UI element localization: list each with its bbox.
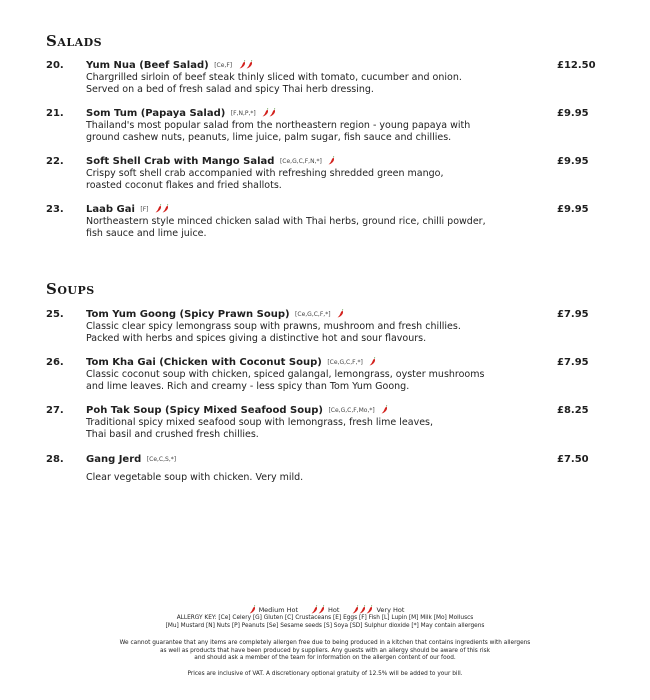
item-description — [86, 417, 546, 441]
item-price: £9.95 — [557, 108, 589, 119]
item-body — [86, 108, 546, 144]
description-line: Served on a bed of fresh salad and spicy Thai herb dressing. — [86, 84, 374, 95]
item-price: £12.50 — [557, 60, 596, 71]
item-number: 28. — [46, 454, 64, 465]
item-number: 21. — [46, 108, 64, 119]
item-name: Laab Gai — [86, 204, 135, 215]
chilli-rating — [337, 309, 344, 318]
item-name: Poh Tak Soup (Spicy Mixed Seafood Soup) — [86, 405, 323, 416]
item-price: £7.95 — [557, 309, 589, 320]
chilli-icon — [381, 405, 388, 414]
description-line: Packed with herbs and spices giving a distinctive hot and sour flavours. — [86, 333, 427, 344]
chilli-icon — [359, 605, 366, 614]
chilli-rating — [249, 605, 256, 614]
item-body — [86, 405, 546, 441]
item-allergens: [Ce,G,C,F,*] — [327, 359, 363, 366]
item-heading — [86, 454, 546, 466]
chilli-icon — [328, 156, 335, 165]
chilli-rating — [262, 108, 276, 117]
chilli-rating — [352, 605, 373, 614]
description-line: ground cashew nuts, peanuts, lime juice, palm sugar, fish sauce and chillies. — [86, 132, 452, 143]
salads-title: Salads — [46, 32, 103, 50]
chilli-icon — [369, 357, 376, 366]
item-heading — [86, 405, 546, 417]
vat-notice: Prices are inclusive of VAT. A discretionary optional gratuity of 12.5% will be added to your bill. — [187, 671, 463, 677]
item-allergens: [Ce,G,C,F,Mo,*] — [328, 407, 375, 414]
item-body — [86, 204, 546, 240]
item-allergens: [Ce,G,C,F,N,*] — [279, 158, 322, 165]
item-allergens: [Ce,C,S,*] — [146, 456, 177, 463]
item-description — [86, 72, 546, 96]
item-number: 20. — [46, 60, 64, 71]
item-number: 25. — [46, 309, 64, 320]
legend-very-hot — [349, 605, 404, 614]
item-name: Soft Shell Crab with Mango Salad — [86, 156, 275, 167]
description-line: Chargrilled sirloin of beef steak thinly sliced with tomato, cucumber and onion. — [86, 72, 462, 83]
description-line: Traditional spicy mixed seafood soup with lemongrass, fresh lime leaves, — [86, 417, 434, 428]
allergy-key-line: ALLERGY KEY: [Ce] Celery [G] Gluten [C] Crustaceans [E] Eggs [F] Fish [L] Lupin [M] Milk [Mo] Molluscs — [176, 615, 474, 621]
chilli-rating — [311, 605, 325, 614]
item-heading — [86, 309, 546, 321]
legend-medium — [246, 605, 298, 614]
item-price: £9.95 — [557, 156, 589, 167]
disclaimer-line: and should ask a member of the team for information on the allergen content of our food. — [194, 655, 456, 661]
item-allergens: [Ce,F] — [214, 62, 233, 69]
item-allergens: [F,N,P,*] — [230, 110, 256, 117]
item-price: £9.95 — [557, 204, 589, 215]
chilli-rating — [328, 156, 335, 165]
chilli-icon — [352, 605, 359, 614]
item-price: £8.25 — [557, 405, 589, 416]
disclaimer-line: as well as products that have been produced by suppliers. Any guests with an allergy should be aware of this risk — [159, 647, 490, 654]
allergy-key-line: [Mu] Mustard [N] Nuts [P] Peanuts [Se] Sesame seeds [S] Soya [SD] Sulphur dioxide [*] May contain allergens — [165, 622, 485, 629]
chilli-rating — [155, 204, 169, 213]
description-line: roasted coconut flakes and fried shallots. — [86, 180, 282, 191]
chilli-icon — [311, 605, 318, 614]
chilli-rating — [369, 357, 376, 366]
description-line: Clear vegetable soup with chicken. Very mild. — [86, 472, 304, 483]
chilli-icon — [337, 309, 344, 318]
description-line: fish sauce and lime juice. — [86, 228, 207, 239]
item-description — [86, 120, 546, 144]
description-line: Thailand's most popular salad from the northeastern region - young papaya with — [86, 120, 471, 131]
item-name: Gang Jerd — [86, 454, 142, 465]
legend-label: Hot — [328, 605, 340, 614]
item-price: £7.50 — [557, 454, 589, 465]
item-body — [86, 357, 546, 393]
description-line: Classic coconut soup with chicken, spiced galangal, lemongrass, oyster mushrooms — [86, 369, 485, 380]
item-description — [86, 216, 546, 240]
item-heading — [86, 108, 546, 120]
item-description — [86, 321, 546, 345]
item-number: 27. — [46, 405, 64, 416]
chilli-icon — [366, 605, 373, 614]
chilli-icon — [239, 60, 246, 69]
legend-label: Very Hot — [376, 605, 405, 614]
item-allergens: [F] — [140, 206, 149, 213]
item-number: 22. — [46, 156, 64, 167]
item-body — [86, 454, 546, 484]
allergen-disclaimer — [0, 640, 650, 663]
item-number: 23. — [46, 204, 64, 215]
description-line: and lime leaves. Rich and creamy - less spicy than Tom Yum Goong. — [86, 381, 410, 392]
item-name: Som Tum (Papaya Salad) — [86, 108, 226, 119]
item-body — [86, 309, 546, 345]
legend-label: Medium Hot — [258, 605, 299, 614]
item-name: Tom Kha Gai (Chicken with Coconut Soup) — [86, 357, 322, 368]
item-description — [86, 369, 546, 393]
item-heading — [86, 357, 546, 369]
heat-legend — [0, 605, 650, 614]
chilli-icon — [249, 605, 256, 614]
item-price: £7.95 — [557, 357, 589, 368]
item-body — [86, 60, 546, 96]
item-name: Tom Yum Goong (Spicy Prawn Soup) — [86, 309, 290, 320]
item-heading — [86, 204, 546, 216]
item-name: Yum Nua (Beef Salad) — [86, 60, 209, 71]
disclaimer-line: We cannot guarantee that any items are completely allergen free due to being produced in a kitchen that contains ingredients with allergens — [119, 640, 531, 646]
chilli-icon — [155, 204, 162, 213]
chilli-icon — [318, 605, 325, 614]
legend-hot — [308, 605, 339, 614]
item-description — [86, 472, 546, 484]
chilli-icon — [162, 204, 169, 213]
chilli-icon — [262, 108, 269, 117]
description-line: Thai basil and crushed fresh chillies. — [86, 429, 259, 440]
description-line: Classic clear spicy lemongrass soup with prawns, mushroom and fresh chillies. — [86, 321, 461, 332]
chilli-rating — [239, 60, 253, 69]
item-heading — [86, 60, 546, 72]
item-heading — [86, 156, 546, 168]
chilli-icon — [269, 108, 276, 117]
item-allergens: [Ce,G,C,F,*] — [295, 311, 331, 318]
chilli-rating — [381, 405, 388, 414]
description-line: Crispy soft shell crab accompanied with refreshing shredded green mango, — [86, 168, 444, 179]
allergy-key — [0, 615, 650, 630]
item-body — [86, 156, 546, 192]
item-description — [86, 168, 546, 192]
soups-title: Soups — [46, 280, 95, 298]
item-number: 26. — [46, 357, 64, 368]
description-line: Northeastern style minced chicken salad with Thai herbs, ground rice, chilli powder, — [86, 216, 486, 227]
chilli-icon — [246, 60, 253, 69]
